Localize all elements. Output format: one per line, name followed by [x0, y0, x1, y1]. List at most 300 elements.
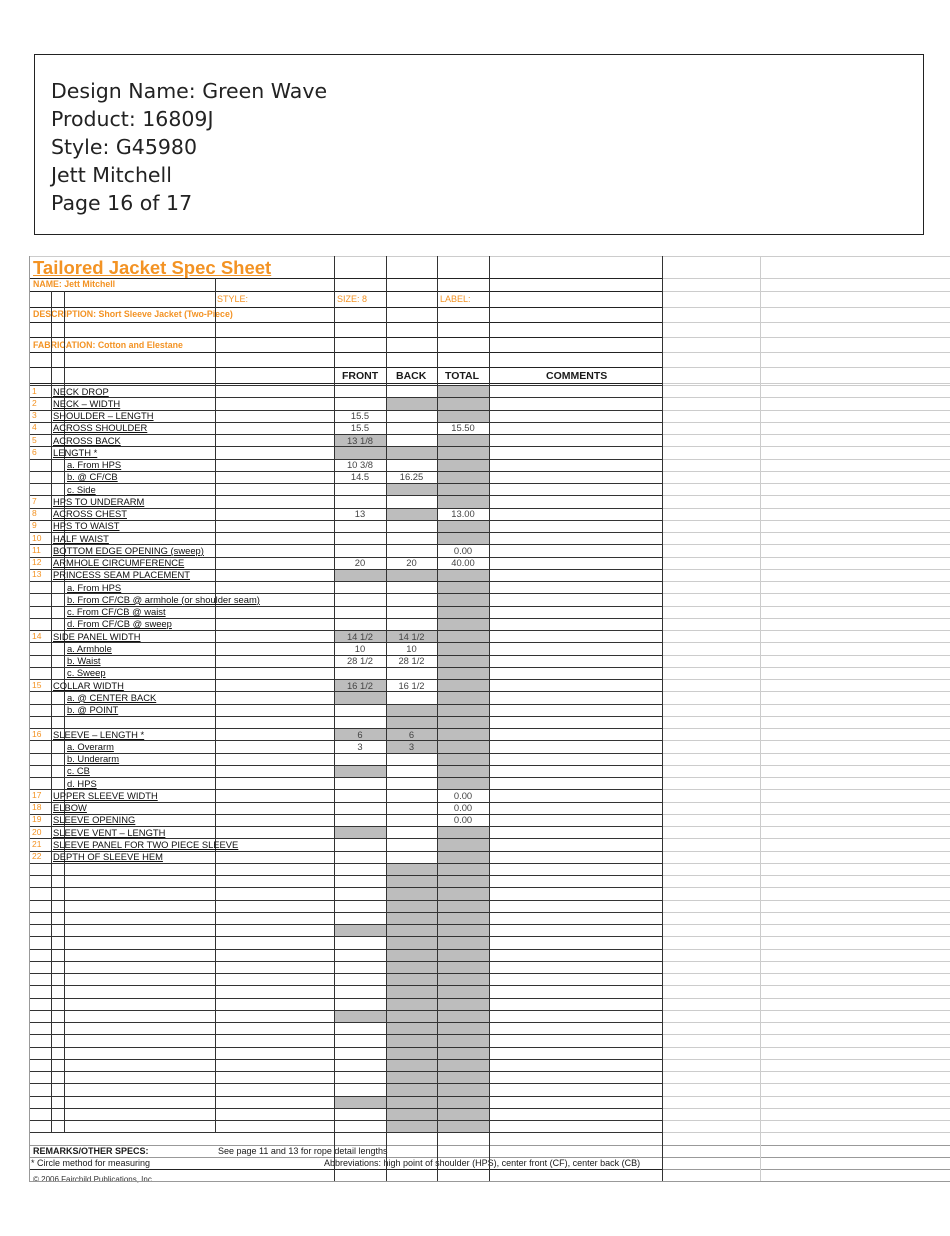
grid-line [662, 630, 950, 631]
grid-line [29, 383, 662, 384]
shaded-cell [386, 863, 437, 875]
shaded-cell [386, 716, 437, 728]
row-label: SLEEVE – LENGTH * [53, 728, 145, 740]
grid-line [662, 753, 950, 754]
grid-line [662, 1096, 950, 1097]
measurement-value: 16 1/2 [398, 679, 425, 691]
abbreviations-note: Abbreviations: high point of shoulder (HPS), center front (CF), center back (CB) [324, 1158, 641, 1168]
grid-line [29, 1010, 662, 1011]
row-label: NECK – WIDTH [53, 397, 121, 409]
shaded-cell [437, 679, 489, 691]
row-label: ACROSS SHOULDER [53, 422, 148, 434]
shaded-cell [334, 569, 386, 581]
grid-line [662, 397, 950, 398]
comments-header: COMMENTS [546, 370, 608, 382]
row-number: 19 [32, 814, 42, 825]
grid-line [29, 1022, 662, 1023]
shaded-cell [386, 1059, 437, 1071]
shaded-cell [386, 1108, 437, 1120]
grid-line [662, 1010, 950, 1011]
shaded-cell [437, 936, 489, 948]
grid-line [662, 581, 950, 582]
row-label: LENGTH * [53, 446, 98, 458]
measurement-value: 10 [354, 642, 366, 654]
shaded-cell [437, 998, 489, 1010]
shaded-cell [437, 765, 489, 777]
designer-name: Jett Mitchell [51, 163, 172, 187]
row-number: 12 [32, 557, 42, 567]
name-field: NAME: Jett Mitchell [33, 279, 116, 289]
shaded-cell [437, 520, 489, 532]
grid-line [29, 887, 662, 888]
shaded-cell [334, 1096, 386, 1108]
grid-line [489, 256, 490, 1181]
grid-line [662, 618, 950, 619]
grid-line [662, 642, 950, 643]
row-number: 21 [32, 838, 42, 849]
shaded-cell [437, 1022, 489, 1034]
shaded-cell [437, 532, 489, 544]
measurement-value: 16 1/2 [346, 679, 374, 691]
grid-line [29, 278, 662, 279]
grid-line [29, 1108, 662, 1109]
grid-line [29, 307, 662, 308]
row-label: NECK DROP [53, 385, 109, 397]
grid-line [29, 483, 662, 484]
shaded-cell [386, 1120, 437, 1132]
shaded-cell [386, 887, 437, 899]
shaded-cell [437, 900, 489, 912]
grid-line [29, 322, 662, 323]
grid-line [29, 704, 662, 705]
grid-line [662, 802, 950, 803]
grid-line [437, 256, 438, 1181]
grid-line [662, 875, 950, 876]
grid-line [662, 532, 950, 533]
shaded-cell [386, 1022, 437, 1034]
row-number: 8 [32, 508, 37, 518]
row-label: HPS TO UNDERARM [53, 495, 145, 507]
shaded-cell [437, 985, 489, 997]
shaded-cell [386, 1034, 437, 1046]
grid-line [662, 278, 950, 279]
row-label: c. CB [67, 765, 90, 777]
row-label: ARMHOLE CIRCUMFERENCE [53, 557, 185, 568]
measurement-value: 13 1/8 [346, 434, 374, 446]
shaded-cell [437, 949, 489, 961]
grid-line [662, 936, 950, 937]
grid-line [29, 875, 662, 876]
row-number: 14 [32, 630, 42, 641]
grid-line [662, 307, 950, 308]
grid-line [29, 1120, 662, 1121]
measurement-value: 6 [408, 728, 415, 740]
grid-line [662, 1047, 950, 1048]
row-label: SIDE PANEL WIDTH [53, 630, 141, 642]
grid-line [662, 1022, 950, 1023]
row-label: UPPER SLEEVE WIDTH [53, 789, 158, 801]
description-field: DESCRIPTION: Short Sleeve Jacket (Two-Piece) [33, 309, 233, 319]
shaded-cell [437, 471, 489, 483]
shaded-cell [437, 851, 489, 863]
grid-line [662, 949, 950, 950]
measurement-value: 28 1/2 [398, 655, 425, 666]
row-number: 17 [32, 789, 42, 800]
measurement-value: 20 [406, 557, 417, 568]
grid-line [662, 998, 950, 999]
shaded-cell [437, 838, 489, 850]
row-label: a. Overarm [67, 740, 114, 752]
grid-line [662, 483, 950, 484]
shaded-cell [386, 446, 437, 458]
grid-line [29, 1169, 662, 1170]
grid-line [51, 291, 52, 1132]
shaded-cell [437, 581, 489, 593]
grid-line [662, 256, 663, 1181]
row-number: 4 [32, 422, 37, 433]
grid-line [662, 691, 950, 692]
row-label: d. HPS [67, 777, 97, 789]
measurement-value: 14 1/2 [346, 630, 374, 642]
row-label: HPS TO WAIST [53, 520, 120, 532]
measurement-value: 20 [354, 557, 366, 568]
shaded-cell [386, 912, 437, 924]
row-number: 9 [32, 520, 37, 531]
grid-line [29, 1059, 662, 1060]
grid-line [662, 1083, 950, 1084]
grid-line [29, 291, 662, 292]
style-number: Style: G45980 [51, 135, 198, 159]
grid-line [662, 728, 950, 729]
back-header: BACK [396, 370, 427, 382]
grid-line [29, 1071, 662, 1072]
grid-line [29, 1047, 662, 1048]
grid-line [662, 704, 950, 705]
shaded-cell [334, 826, 386, 838]
measurement-value: 16.25 [399, 471, 424, 483]
shaded-cell [437, 887, 489, 899]
grid-line [662, 520, 950, 521]
grid-line [29, 924, 662, 925]
grid-line [662, 1034, 950, 1035]
grid-line [662, 863, 950, 864]
grid-line [386, 256, 387, 1181]
grid-line [662, 765, 950, 766]
shaded-cell [386, 569, 437, 581]
shaded-cell [437, 973, 489, 985]
shaded-cell [437, 1034, 489, 1046]
shaded-cell [437, 569, 489, 581]
size-field: SIZE: 8 [337, 294, 368, 304]
grid-line [29, 949, 662, 950]
shaded-cell [437, 1047, 489, 1059]
grid-line [29, 1034, 662, 1035]
shaded-cell [386, 924, 437, 936]
grid-line [662, 322, 950, 323]
grid-line [662, 887, 950, 888]
shaded-cell [386, 949, 437, 961]
shaded-cell [386, 985, 437, 997]
shaded-cell [437, 385, 489, 397]
grid-line [662, 667, 950, 668]
shaded-cell [386, 1071, 437, 1083]
measurement-value: 0.00 [453, 544, 473, 556]
grid-line [662, 337, 950, 338]
grid-line [29, 863, 662, 864]
row-label: COLLAR WIDTH [53, 679, 124, 691]
shaded-cell [437, 495, 489, 507]
shaded-cell [437, 655, 489, 667]
shaded-cell [386, 875, 437, 887]
grid-line [662, 973, 950, 974]
grid-line [662, 1120, 950, 1121]
grid-line [29, 520, 662, 521]
shaded-cell [437, 630, 489, 642]
shaded-cell [437, 924, 489, 936]
grid-line [29, 667, 662, 668]
row-number: 2 [32, 397, 37, 408]
shaded-cell [437, 728, 489, 740]
measurement-value: 13.00 [451, 508, 475, 519]
grid-line [29, 777, 662, 778]
copyright-note: © 2006 Fairchild Publications, Inc. [33, 1175, 155, 1184]
grid-line [760, 256, 761, 1181]
measurement-value: 10 [406, 642, 417, 654]
measurement-value: 15.5 [350, 410, 370, 421]
grid-line [29, 1132, 662, 1133]
grid-line [29, 581, 662, 582]
grid-line [662, 434, 950, 435]
row-label: b. Waist [67, 655, 101, 666]
shaded-cell [437, 912, 489, 924]
row-label: SLEEVE OPENING [53, 814, 136, 826]
grid-line [29, 961, 662, 962]
shaded-cell [386, 704, 437, 716]
shaded-cell [437, 446, 489, 458]
row-label: SHOULDER – LENGTH [53, 410, 154, 421]
shaded-cell [334, 691, 386, 703]
grid-line [662, 508, 950, 509]
row-label: b. @ CF/CB [67, 471, 118, 483]
grid-line [662, 459, 950, 460]
row-label: ACROSS BACK [53, 434, 121, 446]
remarks-label: REMARKS/OTHER SPECS: [33, 1146, 149, 1156]
shaded-cell [386, 1010, 437, 1022]
row-number: 1 [32, 385, 37, 396]
grid-line [29, 998, 662, 999]
style-field: STYLE: [217, 294, 249, 304]
measurement-value: 3 [357, 740, 363, 752]
product-number: Product: 16809J [51, 107, 214, 131]
measurement-value: 15.5 [350, 422, 370, 434]
grid-line [29, 765, 662, 766]
row-number: 13 [32, 569, 42, 580]
shaded-cell [437, 1059, 489, 1071]
grid-line [662, 1108, 950, 1109]
grid-line [29, 716, 662, 717]
grid-line [29, 900, 662, 901]
grid-line [662, 557, 950, 558]
grid-line [29, 1096, 662, 1097]
measurement-value: 0.00 [453, 802, 473, 813]
shaded-cell [437, 1108, 489, 1120]
grid-line [662, 1132, 950, 1133]
row-number: 11 [32, 544, 41, 555]
measurement-value: 28 1/2 [346, 655, 374, 666]
grid-line [29, 1083, 662, 1084]
grid-line [29, 256, 30, 1181]
grid-line [29, 936, 662, 937]
shaded-cell [437, 753, 489, 765]
shaded-cell [386, 900, 437, 912]
shaded-cell [437, 397, 489, 409]
grid-line [662, 961, 950, 962]
shaded-cell [386, 961, 437, 973]
grid-line [662, 826, 950, 827]
grid-line [662, 777, 950, 778]
shaded-cell [437, 1010, 489, 1022]
row-number: 18 [32, 802, 42, 812]
row-label: ACROSS CHEST [53, 508, 127, 519]
grid-line [662, 352, 950, 353]
label-field: LABEL: [440, 294, 471, 304]
grid-line [662, 655, 950, 656]
front-header: FRONT [342, 370, 379, 382]
grid-line [662, 924, 950, 925]
grid-line [662, 716, 950, 717]
circle-note: * Circle method for measuring [31, 1158, 151, 1168]
grid-line [662, 814, 950, 815]
measurement-value: 15.50 [451, 422, 475, 434]
design-name: Design Name: Green Wave [51, 79, 328, 103]
grid-line [662, 1071, 950, 1072]
grid-line [662, 446, 950, 447]
row-label: HALF WAIST [53, 532, 109, 544]
row-label: b. From CF/CB @ armhole (or shoulder seam) [67, 593, 260, 605]
grid-line [662, 900, 950, 901]
page-number: Page 16 of 17 [51, 191, 193, 215]
shaded-cell [437, 618, 489, 630]
total-header: TOTAL [445, 370, 480, 382]
grid-line [662, 740, 950, 741]
shaded-cell [334, 446, 386, 458]
row-number: 5 [32, 434, 37, 445]
grid-line [29, 352, 662, 353]
shaded-cell [437, 863, 489, 875]
shaded-cell [437, 1071, 489, 1083]
grid-line [662, 385, 950, 386]
shaded-cell [437, 961, 489, 973]
shaded-cell [437, 1083, 489, 1095]
row-label: a. From HPS [67, 459, 122, 470]
row-label: d. From CF/CB @ sweep [67, 618, 172, 630]
shaded-cell [386, 1096, 437, 1108]
grid-line [662, 851, 950, 852]
grid-line [29, 753, 662, 754]
shaded-cell [386, 508, 437, 520]
shaded-cell [386, 483, 437, 495]
grid-line [662, 593, 950, 594]
grid-line [662, 291, 950, 292]
measurement-value: 10 3/8 [346, 459, 374, 470]
grid-line [29, 532, 662, 533]
grid-line [662, 606, 950, 607]
shaded-cell [437, 826, 489, 838]
row-label: a. @ CENTER BACK [67, 691, 157, 703]
grid-line [662, 544, 950, 545]
shaded-cell [386, 998, 437, 1010]
shaded-cell [437, 667, 489, 679]
row-label: ELBOW [53, 802, 87, 813]
grid-line [29, 397, 662, 398]
grid-line [29, 367, 662, 368]
measurement-value: 0.00 [453, 814, 473, 826]
row-number: 15 [32, 679, 42, 690]
row-label: c. Sweep [67, 667, 106, 679]
grid-line [29, 446, 662, 447]
shaded-cell [334, 924, 386, 936]
measurement-value: 0.00 [453, 789, 473, 801]
shaded-cell [386, 973, 437, 985]
measurement-value: 3 [408, 740, 415, 752]
grid-line [662, 422, 950, 423]
shaded-cell [386, 1083, 437, 1095]
row-label: b. @ POINT [67, 704, 119, 715]
shaded-cell [437, 593, 489, 605]
measurement-value: 13 [354, 508, 366, 519]
fabrication-field: FABRICATION: Cotton and Elestane [33, 340, 183, 350]
shaded-cell [437, 691, 489, 703]
grid-line [29, 337, 662, 338]
measurement-value: 6 [357, 728, 363, 740]
row-label: c. Side [67, 483, 96, 495]
row-number: 7 [32, 495, 37, 506]
row-number: 22 [32, 851, 42, 861]
grid-line [662, 367, 950, 368]
shaded-cell [334, 765, 386, 777]
shaded-cell [386, 397, 437, 409]
shaded-cell [437, 410, 489, 422]
shaded-cell [437, 875, 489, 887]
grid-line [662, 985, 950, 986]
grid-line [29, 912, 662, 913]
shaded-cell [386, 1047, 437, 1059]
grid-line [662, 410, 950, 411]
shaded-cell [437, 740, 489, 752]
grid-line [29, 802, 662, 803]
shaded-cell [437, 642, 489, 654]
grid-line [29, 985, 662, 986]
grid-line [29, 1181, 950, 1182]
row-label: PRINCESS SEAM PLACEMENT [53, 569, 191, 581]
shaded-cell [437, 716, 489, 728]
row-label: c. From CF/CB @ waist [67, 606, 166, 617]
grid-line [662, 1059, 950, 1060]
shaded-cell [437, 483, 489, 495]
shaded-cell [437, 777, 489, 789]
row-number: 10 [32, 532, 42, 543]
shaded-cell [334, 1010, 386, 1022]
shaded-cell [437, 1096, 489, 1108]
shaded-cell [437, 606, 489, 618]
row-label: BOTTOM EDGE OPENING (sweep) [53, 544, 204, 556]
grid-line [215, 278, 216, 1132]
row-label: DEPTH OF SLEEVE HEM [53, 851, 163, 862]
row-label: a. Armhole [67, 642, 112, 654]
measurement-value: 40.00 [451, 557, 475, 568]
grid-line [662, 471, 950, 472]
grid-line [662, 383, 950, 384]
